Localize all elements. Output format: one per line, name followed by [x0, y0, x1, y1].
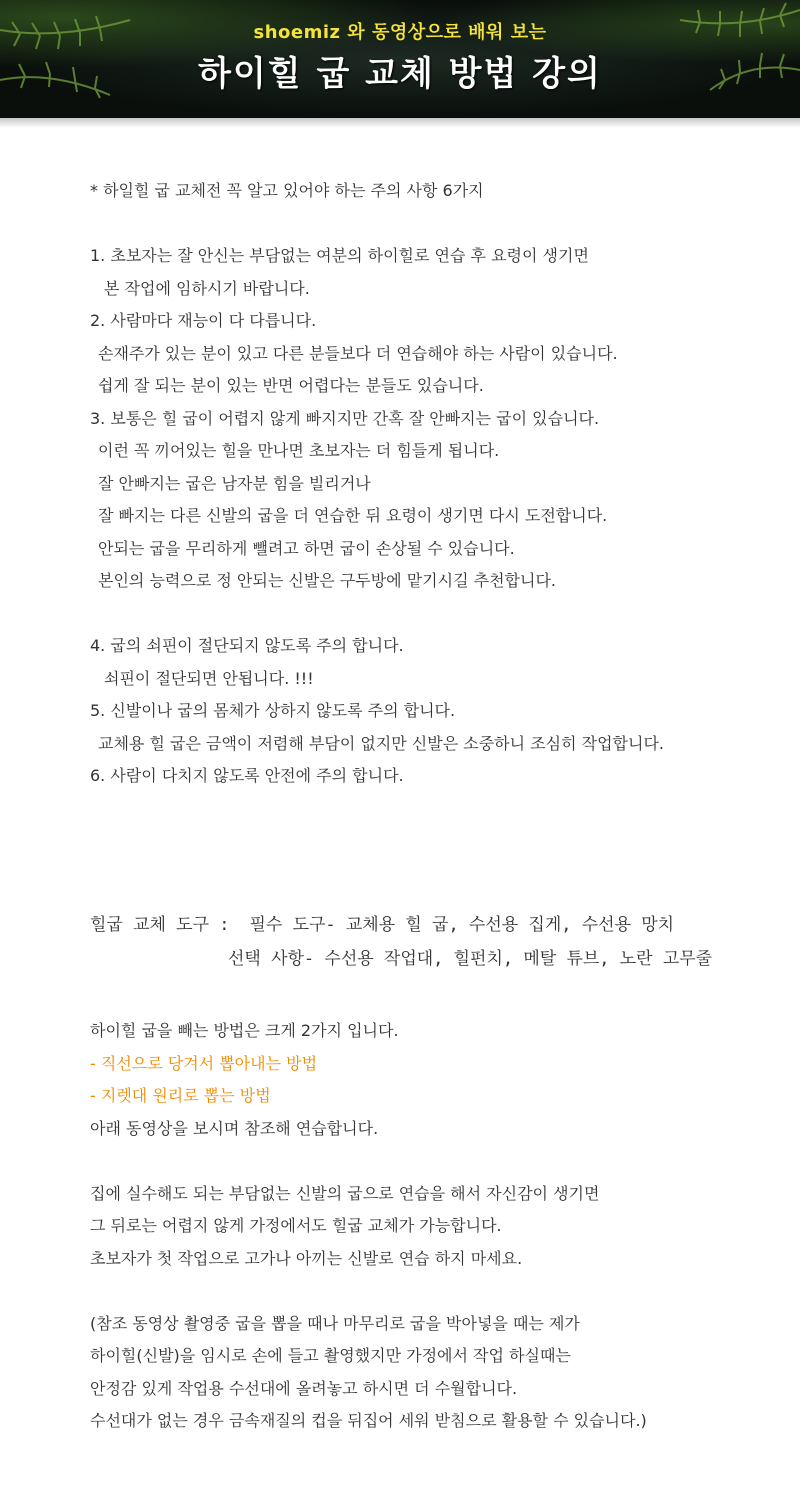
- notice-item-2: 2. 사람마다 재능이 다 다릅니다.: [90, 311, 317, 330]
- notice-item-3-line: 잘 빠지는 다른 신발의 굽을 더 연습한 뒤 요령이 생기면 다시 도전합니다.: [98, 506, 608, 525]
- notice-item-5: 5. 신발이나 굽의 몸체가 상하지 않도록 주의 합니다.: [90, 701, 456, 720]
- method-2: - 지렛대 원리로 뽑는 방법: [90, 1086, 271, 1105]
- notice-heading: * 하일힐 굽 교체전 꼭 알고 있어야 하는 주의 사항 6가지: [90, 181, 484, 200]
- reference-line: 하이힐(신발)을 임시로 손에 들고 촬영했지만 가정에서 작업 하실때는: [90, 1346, 571, 1365]
- notice-item-2-line: 쉽게 잘 되는 분이 있는 반면 어렵다는 분들도 있습니다.: [98, 376, 484, 395]
- notice-item-1-line: 본 작업에 임하시기 바랍니다.: [104, 278, 310, 298]
- banner-shadow: [0, 118, 800, 128]
- notice-item-5-line: 교체용 힐 굽은 금액이 저렴해 부담이 없지만 신발은 소중하니 조심히 작업합니다.: [98, 733, 664, 753]
- notice-item-3-line: 이런 꼭 끼어있는 힐을 만나면 초보자는 더 힘들게 됩니다.: [98, 441, 500, 460]
- practice-line: 그 뒤로는 어렵지 않게 가정에서도 힐굽 교체가 가능합니다.: [90, 1216, 502, 1235]
- tools-label: 힐굽 교체 도구 :: [90, 915, 230, 935]
- notice-item-4: 4. 굽의 쇠핀이 절단되지 않도록 주의 합니다.: [90, 636, 404, 655]
- notice-item-1: 1. 초보자는 잘 안신는 부담없는 여분의 하이힐로 연습 후 요령이 생기면: [90, 246, 589, 265]
- methods-outro: 아래 동영상을 보시며 참조해 연습합니다.: [90, 1118, 379, 1138]
- notice-item-2-line: 손재주가 있는 분이 있고 다른 분들보다 더 연습해야 하는 사람이 있습니다.: [98, 343, 618, 363]
- tools-optional: 선택 사항- 수선용 작업대, 힐펀치, 메탈 튜브, 노란 고무줄: [228, 949, 713, 969]
- tools-required: 필수 도구- 교체용 힐 굽, 수선용 집게, 수선용 망치: [249, 915, 675, 935]
- reference-line: 수선대가 없는 경우 금속재질의 컵을 뒤집어 세워 받침으로 활용할 수 있습니다.): [90, 1411, 647, 1430]
- tools-required-row: [90, 908, 790, 942]
- methods-section: [90, 1015, 790, 1438]
- banner-subtitle: shoemiz 와 동영상으로 배워 보는: [253, 22, 547, 43]
- notice-section: [90, 175, 770, 793]
- tools-section: [90, 908, 790, 976]
- notice-item-3: 3. 보통은 힐 굽이 어렵지 않게 빠지지만 간혹 잘 안빠지는 굽이 있습니다.: [90, 408, 600, 428]
- notice-item-3-line: 안되는 굽을 무리하게 뺄려고 하면 굽이 손상될 수 있습니다.: [98, 538, 515, 558]
- notice-item-4-line: 쇠핀이 절단되면 안됩니다. !!!: [104, 668, 314, 688]
- title-banner: [0, 0, 800, 118]
- reference-line: 안정감 있게 작업용 수선대에 올려놓고 하시면 더 수월합니다.: [90, 1378, 518, 1398]
- practice-line: 초보자가 첫 작업으로 고가나 아끼는 신발로 연습 하지 마세요.: [90, 1248, 523, 1268]
- banner-title: 하이힐 굽 교체 방법 강의: [198, 54, 602, 94]
- notice-item-6: 6. 사람이 다치지 않도록 안전에 주의 합니다.: [90, 766, 404, 785]
- notice-item-3-line: 본인의 능력으로 정 안되는 신발은 구두방에 맡기시길 추천합니다.: [98, 571, 557, 590]
- methods-intro: 하이힐 굽을 빼는 방법은 크게 2가지 입니다.: [90, 1021, 399, 1040]
- notice-item-3-line: 잘 안빠지는 굽은 남자분 힘을 빌리거나: [98, 473, 371, 493]
- practice-line: 집에 실수해도 되는 부담없는 신발의 굽으로 연습을 해서 자신감이 생기면: [90, 1183, 600, 1203]
- method-1: - 직선으로 당겨서 뽑아내는 방법: [90, 1053, 318, 1073]
- reference-line: (참조 동영상 촬영중 굽을 뽑을 때나 마무리로 굽을 박아넣을 때는 제가: [90, 1313, 580, 1333]
